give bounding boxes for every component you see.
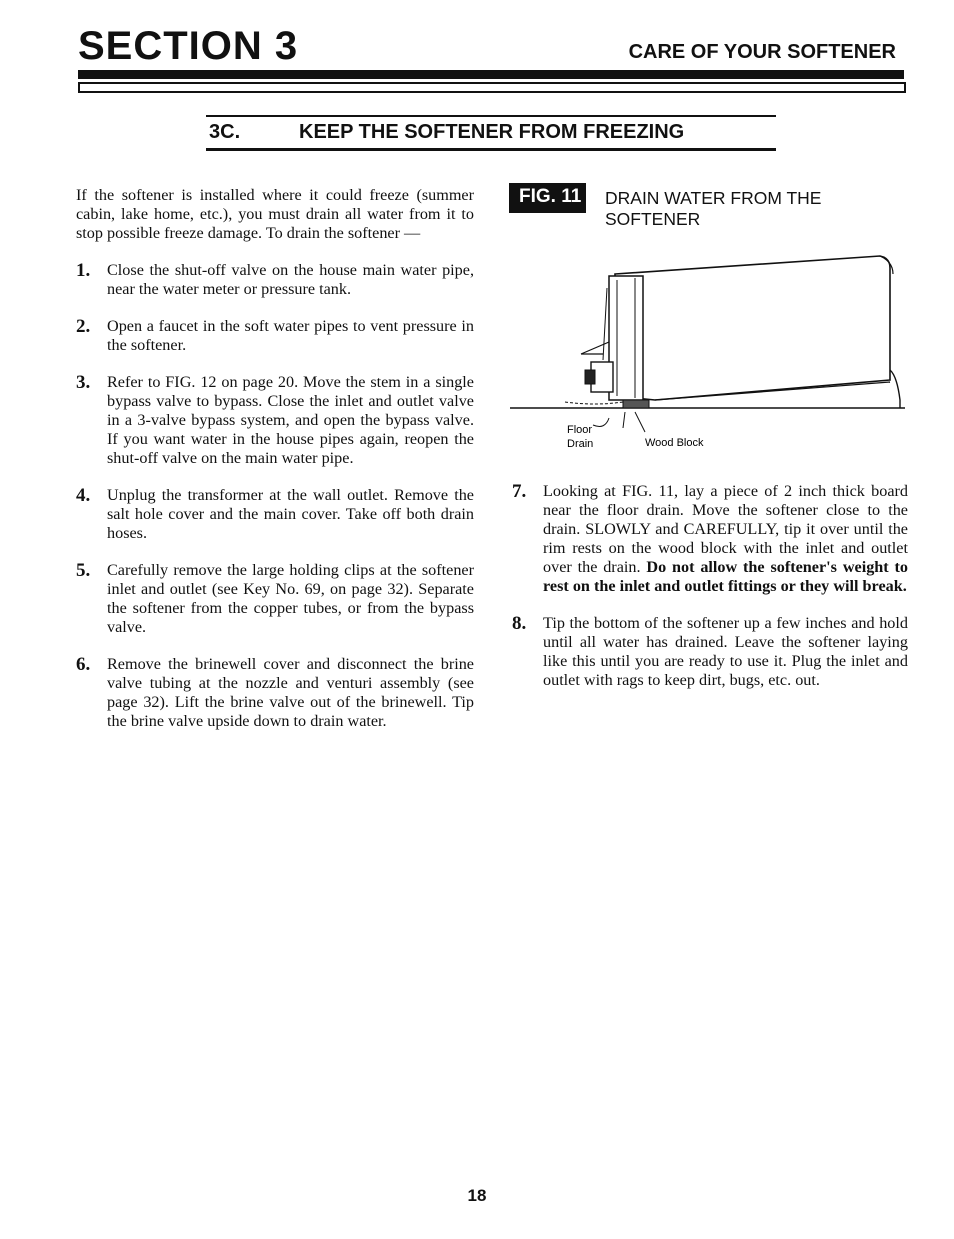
step-text: Looking at FIG. 11, lay a piece of 2 inch thick board near the floor drain. Move the softener close to the drain. SLOWLY and CAREFULLY, tip it over until the rim rests on the wood block with the inlet and outlet over the drain.	[543, 482, 908, 576]
step-item	[512, 482, 908, 596]
step-number: 5.	[76, 560, 91, 581]
header-rule-thick	[78, 70, 904, 79]
step-item	[76, 261, 474, 299]
heading-number: 3C.	[209, 121, 241, 143]
wood-block	[623, 400, 649, 408]
step-item	[76, 317, 474, 355]
step-item	[76, 486, 474, 543]
step-number: 3.	[76, 372, 91, 393]
softener-rim	[609, 276, 643, 400]
step-number: 1.	[76, 260, 91, 281]
step-text: Remove the brinewell cover and disconnect the brine valve tubing at the nozzle and venturi assembly (see page 32). Lift the brine valve out of the brinewell. Tip the brine valve upside down to drain water.	[107, 655, 474, 730]
step-number: 2.	[76, 316, 91, 337]
softener-tank	[615, 256, 890, 400]
step-item	[76, 655, 474, 731]
section-heading	[209, 120, 684, 144]
step-item	[512, 614, 908, 690]
step-number: 6.	[76, 654, 91, 675]
step-text: Tip the bottom of the softener up a few inches and hold until all water has drained. Leave the softener laying like this until you are ready to use it. Plug the inlet and outlet with rags to keep dirt, bugs, etc. out.	[543, 614, 908, 689]
step-number: 8.	[512, 613, 527, 634]
softener-drain-illustration	[505, 250, 910, 455]
wood-block-label: Wood Block	[645, 437, 704, 449]
step-text: Open a faucet in the soft water pipes to vent pressure in the softener.	[107, 317, 474, 354]
section-subtitle: CARE OF YOUR SOFTENER	[628, 41, 896, 63]
heading-title: KEEP THE SOFTENER FROM FREEZING	[299, 121, 685, 143]
step-text: Refer to FIG. 12 on page 20. Move the stem in a single bypass valve to bypass. Close the inlet and outlet valve in a 3-valve bypass system, and open the bypass valve. If you want water in the house pipes again, reopen the shut-off valve on the main water pipe.	[107, 373, 474, 467]
right-column	[512, 482, 908, 708]
floor-label: Floor	[567, 424, 593, 436]
heading-rule-bottom	[206, 148, 776, 151]
step-text: Unplug the transformer at the wall outlet. Remove the salt hole cover and the main cover. Take off both drain hoses.	[107, 486, 474, 542]
step-number: 4.	[76, 485, 91, 506]
left-column	[76, 186, 474, 749]
intro-paragraph: If the softener is installed where it could freeze (summer cabin, lake home, etc.), you must drain all water from it to stop possible freeze damage. To drain the softener —	[76, 186, 474, 242]
step-text: Close the shut-off valve on the house main water pipe, near the water meter or pressure tank.	[107, 261, 474, 298]
figure-label: FIG. 11	[509, 183, 586, 213]
step-warning: Do not allow the softener's weight to rest on the inlet and outlet fittings or they will break.	[543, 558, 908, 595]
step-item	[76, 373, 474, 468]
step-text: Carefully remove the large holding clips at the softener inlet and outlet (see Key No. 69, on page 32). Separate the softener from the copper tubes, or from the bypass valve.	[107, 561, 474, 636]
step-item	[76, 561, 474, 637]
figure-caption: DRAIN WATER FROM THE SOFTENER	[605, 188, 822, 229]
page-number: 18	[467, 1186, 487, 1205]
header-rule-box	[78, 82, 906, 93]
step-number: 7.	[512, 481, 527, 502]
section-title: SECTION 3	[78, 24, 299, 68]
heading-rule-top	[206, 115, 776, 117]
drain-label: Drain	[567, 438, 594, 450]
